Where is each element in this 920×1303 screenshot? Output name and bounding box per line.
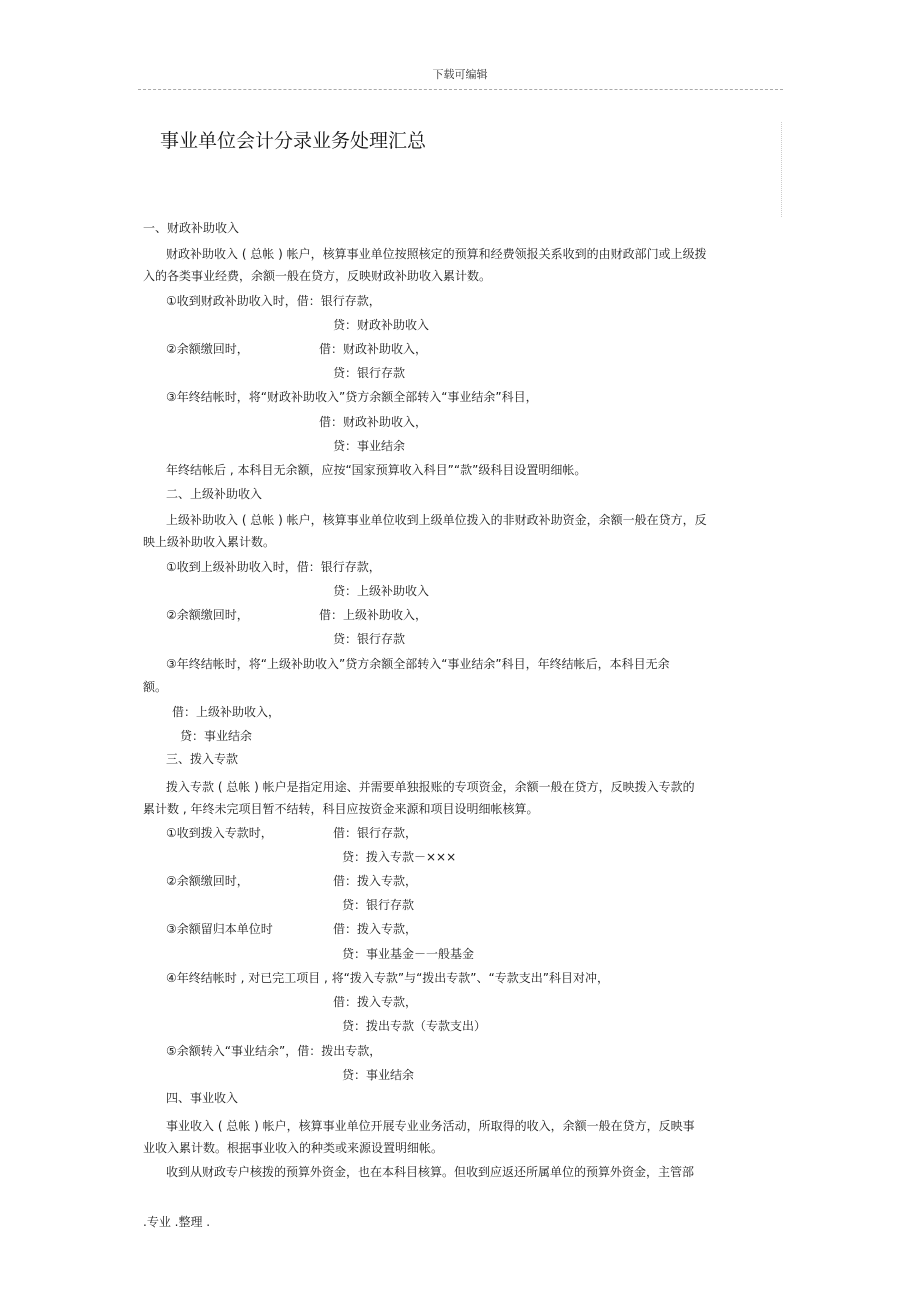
entry-line: 贷：事业结余 <box>342 1068 415 1082</box>
document-title: 事业单位会计分录业务处理汇总 <box>160 130 427 152</box>
paragraph-line: 累计数 , 年终未完项目暂不结转，科目应按资金来源和项目设明细帐核算。 <box>143 802 539 816</box>
entry-line: 借：上级补助收入， <box>172 705 281 719</box>
entry-line: ④年终结帐时 , 对已完工项目 , 将“拨入专款”与“拨出专款”、“专款支出”科目对冲， <box>166 971 609 985</box>
paragraph-line: 映上级补助收入累计数。 <box>143 535 276 549</box>
entry-line: 借：拨入专款， <box>333 995 418 1009</box>
section-heading-2: 二、上级补助收入 <box>166 487 263 501</box>
entry-line: ③年终结帐时，将“财政补助收入”贷方余额全部转入“事业结余”科目， <box>166 390 538 404</box>
paragraph-line: 额。 <box>143 680 168 694</box>
entry-line: 贷：拨出专款（专款支出） <box>342 1019 487 1033</box>
paragraph-line: 收到从财政专户核拨的预算外资金，也在本科目核算。但收到应返还所属单位的预算外资金，主管部 <box>166 1165 695 1179</box>
entry-line: 贷：银行存款 <box>342 898 415 912</box>
paragraph-line: 财政补助收入 ( 总帐 ) 帐户，核算事业单位按照核定的预算和经费领报关系收到的由财政部门或上级拨 <box>166 247 707 261</box>
paragraph-line: 业收入累计数。根据事业收入的种类或来源设置明细帐。 <box>143 1141 444 1155</box>
entry-line: 借：财政补助收入， <box>319 342 428 356</box>
entry-line: ⑤余额转入“事业结余”，借：拨出专款， <box>166 1044 382 1058</box>
entry-line: ①收到上级补助收入时，借：银行存款， <box>166 560 381 574</box>
entry-line: ③余额留归本单位时 <box>166 922 273 936</box>
entry-line: 贷：财政补助收入 <box>333 318 430 332</box>
page-header: 下载可编辑 <box>432 68 488 81</box>
entry-line: 借：上级补助收入， <box>319 608 428 622</box>
paragraph-line: ③年终结帐时，将“上级补助收入”贷方余额全部转入“事业结余”科目，年终结帐后，本科目无余 <box>166 657 670 671</box>
entry-line: 贷：银行存款 <box>333 632 406 646</box>
entry-line: ①收到拨入专款时， <box>166 826 273 840</box>
paragraph-line: 入的各类事业经费，余额一般在贷方，反映财政补助收入累计数。 <box>143 269 492 283</box>
paragraph-line: 年终结帐后 , 本科目无余额，应按“国家预算收入科目”“款”级科目设置明细帐。 <box>166 463 587 477</box>
section-heading-1: 一、财政补助收入 <box>143 221 240 235</box>
entry-line: ①收到财政补助收入时，借：银行存款， <box>166 294 381 308</box>
entry-line: ②余额缴回时， <box>166 342 249 356</box>
paragraph-line: 上级补助收入 ( 总帐 ) 帐户，核算事业单位收到上级单位拨入的非财政补助资金，余额一般在贷方，反 <box>166 513 707 527</box>
header-divider <box>138 89 783 90</box>
entry-line: 借：拨入专款， <box>333 874 418 888</box>
page-footer: .专业 .整理 . <box>143 1215 211 1229</box>
entry-line: 贷：拨入专款－××× <box>342 850 457 864</box>
paragraph-line: 事业收入 ( 总帐 ) 帐户，核算事业单位开展专业业务活动，所取得的收入，余额一般在贷方，反映事 <box>166 1119 695 1133</box>
entry-line: ②余额缴回时， <box>166 874 249 888</box>
entry-line: 贷：上级补助收入 <box>333 584 430 598</box>
entry-line: 贷：事业结余 <box>180 729 253 743</box>
title-box-border <box>781 122 782 217</box>
entry-line: 贷：事业基金－一般基金 <box>342 947 475 961</box>
entry-line: ②余额缴回时， <box>166 608 249 622</box>
entry-line: 借：拨入专款， <box>333 922 418 936</box>
section-heading-4: 四、事业收入 <box>166 1091 239 1105</box>
entry-line: 借：银行存款， <box>333 826 418 840</box>
paragraph-line: 拨入专款 ( 总帐 ) 帐户是指定用途、并需要单独报账的专项资金，余额一般在贷方，反映拨入专款的 <box>166 780 695 794</box>
section-heading-3: 三、拨入专款 <box>166 752 239 766</box>
entry-line: 贷：事业结余 <box>333 439 406 453</box>
entry-line: 借：财政补助收入， <box>319 415 428 429</box>
entry-line: 贷：银行存款 <box>333 366 406 380</box>
